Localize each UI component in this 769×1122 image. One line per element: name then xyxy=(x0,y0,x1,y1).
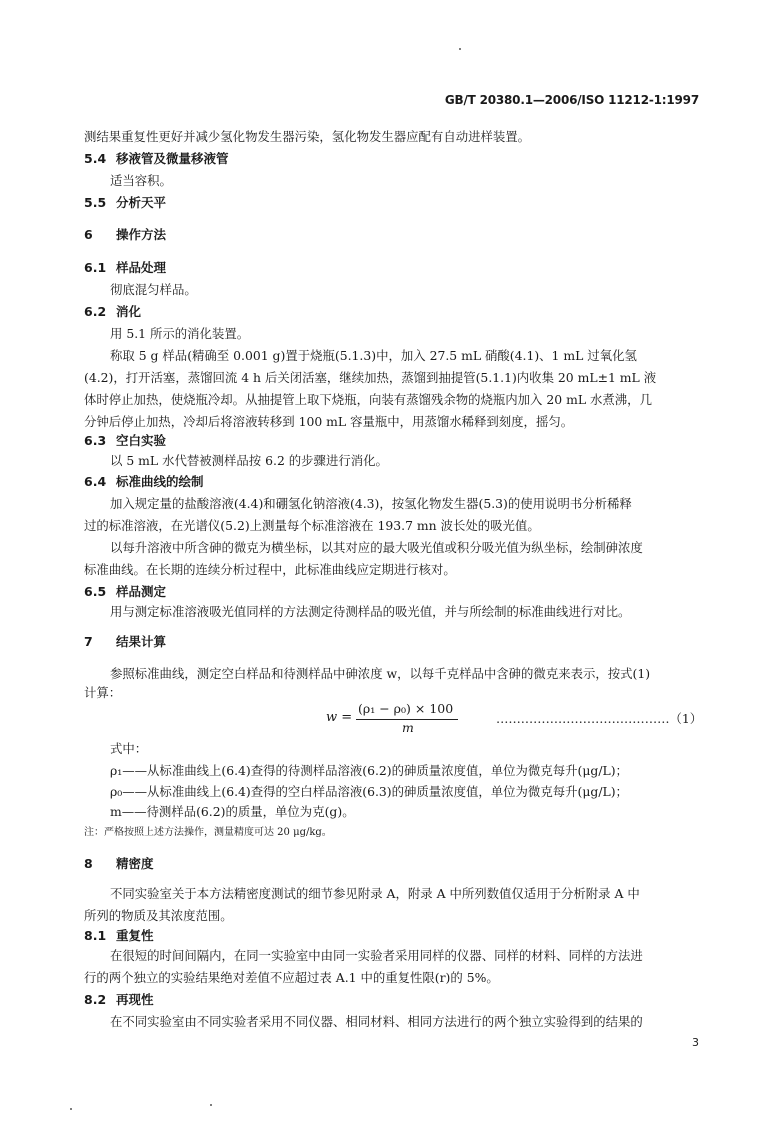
section-heading-8-2: 8.2 再现性 xyxy=(84,992,154,1007)
section-heading-6-2: 6.2 消化 xyxy=(84,304,142,319)
section-heading-8: 8 精密度 xyxy=(84,856,154,871)
symbol-definition: m——待测样品(6.2)的质量，单位为克(g)。 xyxy=(110,804,355,819)
paragraph-line: 适当容积。 xyxy=(110,173,172,188)
symbol-definition: ρ₁——从标准曲线上(6.4)查得的待测样品溶液(6.2)的砷质量浓度值，单位为微克每升(μg/L)； xyxy=(110,763,628,778)
page-number: 3 xyxy=(692,1036,699,1049)
paragraph-line: 以每升溶液中所含砷的微克为横坐标，以其对应的最大吸光值或积分吸光值为纵坐标，绘制砷浓度 xyxy=(110,540,643,555)
paragraph-line: 不同实验室关于本方法精密度测试的细节参见附录 A，附录 A 中所列数值仅适用于分析附录 A 中 xyxy=(110,886,640,901)
formula-1 xyxy=(326,701,466,737)
paragraph-line: 用 5.1 所示的消化装置。 xyxy=(110,326,250,341)
paragraph-line: 参照标准曲线，测定空白样品和待测样品中砷浓度 w，以每千克样品中含砷的微克来表示，按式(1) xyxy=(110,666,651,681)
section-heading-5-5: 5.5 分析天平 xyxy=(84,195,167,210)
standard-number-header: GB/T 20380.1—2006/ISO 11212-1:1997 xyxy=(444,93,699,107)
formula-lhs: w = xyxy=(326,710,353,725)
paragraph-line: 以 5 mL 水代替被测样品按 6.2 的步骤进行消化。 xyxy=(110,453,388,468)
paragraph-line: 在不同实验室由不同实验者采用不同仪器、相同材料、相同方法进行的两个独立实验得到的结果的 xyxy=(110,1014,643,1029)
paragraph-line: 用与测定标准溶液吸光值同样的方法测定待测样品的吸光值，并与所绘制的标准曲线进行对比。 xyxy=(110,604,631,619)
symbol-definition: ρ₀——从标准曲线上(6.4)查得的空白样品溶液(6.3)的砷质量浓度值，单位为微克每升(μg/L)； xyxy=(110,784,628,799)
section-heading-5-4: 5.4 移液管及微量移液管 xyxy=(84,151,229,166)
paragraph-line: 标准曲线。在长期的连续分析过程中，此标准曲线应定期进行核对。 xyxy=(84,562,456,577)
section-heading-7: 7 结果计算 xyxy=(84,634,167,649)
paragraph-line: 体时停止加热，使烧瓶冷却。从抽提管上取下烧瓶，向装有蒸馏残余物的烧瓶内加入 20 mL 水煮沸，几 xyxy=(84,392,652,407)
paragraph-line: 所列的物质及其浓度范围。 xyxy=(84,908,233,923)
paragraph-line: 加入规定量的盐酸溶液(4.4)和硼氢化钠溶液(4.3)，按氢化物发生器(5.3)的使用说明书分析稀释 xyxy=(110,496,632,511)
section-heading-6: 6 操作方法 xyxy=(84,227,167,242)
section-heading-6-1: 6.1 样品处理 xyxy=(84,260,167,275)
paragraph-line: 计算： xyxy=(84,685,122,700)
formula-numerator: (ρ₁ − ρ₀) × 100 xyxy=(358,701,454,716)
paragraph-line: (4.2)，打开活塞，蒸馏回流 4 h 后关闭活塞，继续加热，蒸馏到抽提管(5.1.1)内收集 20 mL±1 mL 液 xyxy=(84,370,657,385)
paragraph-line: 在很短的时间间隔内，在同一实验室中由同一实验者采用同样的仪器、同样的材料、同样的方法进 xyxy=(110,948,643,963)
paragraph-line: 测结果重复性更好并减少氢化物发生器污染，氢化物发生器应配有自动进样装置。 xyxy=(84,129,531,144)
paragraph-line: 分钟后停止加热，冷却后将溶液转移到 100 mL 容量瓶中，用蒸馏水稀释到刻度，摇匀。 xyxy=(84,414,574,429)
formula-denominator: m xyxy=(402,720,414,735)
section-heading-8-1: 8.1 重复性 xyxy=(84,928,154,943)
section-heading-6-4: 6.4 标准曲线的绘制 xyxy=(84,474,204,489)
paragraph-line: 行的两个独立的实验结果绝对差值不应超过表 A.1 中的重复性限(r)的 5%。 xyxy=(84,970,499,985)
section-heading-6-5: 6.5 样品测定 xyxy=(84,584,167,599)
paragraph-line: 过的标准溶液，在光谱仪(5.2)上测量每个标准溶液在 193.7 mn 波长处的吸光值。 xyxy=(84,518,540,533)
formula-number: ……………………………………（1） xyxy=(496,711,703,726)
section-heading-6-3: 6.3 空白实验 xyxy=(84,433,167,448)
note: 注：严格按照上述方法操作，测量精度可达 20 μg/kg。 xyxy=(84,827,332,838)
paragraph-line: 彻底混匀样品。 xyxy=(110,282,197,297)
paragraph-line: 称取 5 g 样品(精确至 0.001 g)置于烧瓶(5.1.3)中，加入 27.5 mL 硝酸(4.1)、1 mL 过氧化氢 xyxy=(110,348,637,363)
paragraph-line: 式中： xyxy=(110,741,148,756)
